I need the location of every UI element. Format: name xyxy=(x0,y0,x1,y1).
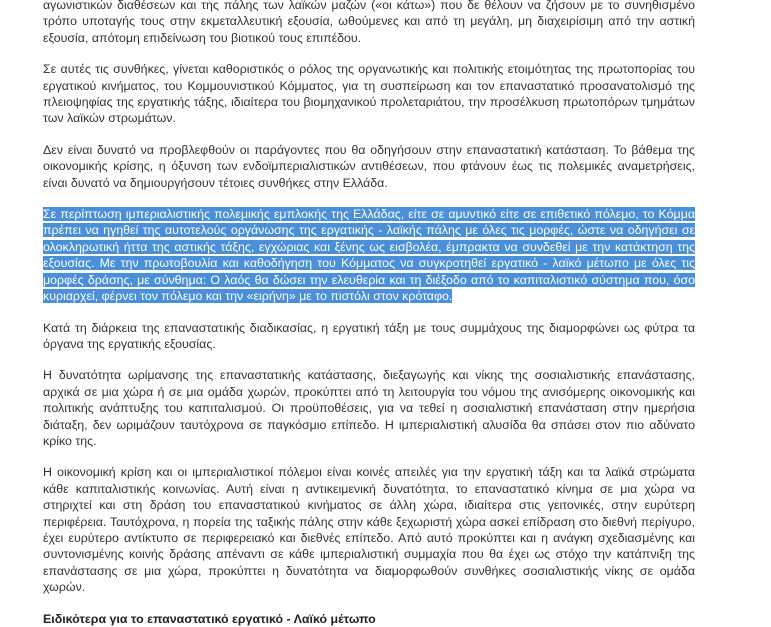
paragraph-5: Κατά τη διάρκεια της επαναστατικής διαδικασίας, η εργατική τάξη με τους συμμάχους της διαμορφώνει ως φύτρα τα όργανα της εργατικής εξουσίας. xyxy=(43,320,695,351)
selected-paragraph[interactable] xyxy=(43,206,695,304)
paragraph-6: Η δυνατότητα ωρίμανσης της επαναστατικής κατάστασης, διεξαγωγής και νίκης της σοσιαλιστικής επανάστασης, αρχικά σε μια χώρα ή σε μια ομάδα χωρών, προκύπτει από τη λειτουργία του νόμου της ανισόμερης οικονομικής και πολιτικής ανάπτυξης του καπιταλισμού. Οι προϋποθέσεις, για να τεθεί η σοσιαλιστική επανάσταση στην ημερήσια διάταξη, δεν ωριμάζουν ταυτόχρονα σε παγκόσμιο επίπεδο. Η ιμπεριαλιστική αλυσίδα θα σπάσει στον πιο αδύνατο κρίκο της. xyxy=(43,368,695,448)
section-heading: Ειδικότερα για το επαναστατικό εργατικό - Λαϊκό μέτωπο xyxy=(43,611,376,626)
paragraph-2: Σε αυτές τις συνθήκες, γίνεται καθοριστικός ο ρόλος της οργανωτικής και πολιτικής ετοιμότητας της πρωτοπορίας του εργατικού κινήματος, του Κομμουνιστικού Κόμματος, για τη συσπείρωση και τον επαναστατικό προσανατολισμό της πλειοψηφίας της εργατικής τάξης, ιδιαίτερα του βιομηχανικού προλεταριάτου, την προσέλκυση πρωτοπόρων τμημάτων των λαϊκών στρωμάτων. xyxy=(43,62,695,126)
article-body xyxy=(43,0,695,627)
paragraph-7: Η οικονομική κρίση και οι ιμπεριαλιστικοί πόλεμοι είναι κοινές απειλές για την εργατική τάξη και τα λαϊκά στρώματα κάθε καπιταλιστικής κοινωνίας. Αυτή είναι η αντικειμενική δυνατότητα, το επαναστατικό κίνημα σε μια χώρα να στηριχτεί και στη δράση του επαναστατικού κινήματος σε άλλη χώρα, ιδιαίτερα στις γειτονικές, στην ευρύτερη περιφέρεια. Ταυτόχρονα, η πορεία της ταξικής πάλης στην κάθε ξεχωριστή χώρα ασκεί επίδραση στο διεθνή περίγυρο, έχει ευρύτερο αντίκτυπο σε περιφερειακό και διεθνές επίπεδο. Από αυτό προκύπτει και η ανάγκη σχεδιασμένης και συντονισμένης κοινής δράσης απέναντι σε κάθε ιμπεριαλιστική συμμαχία που θα έχει ως στόχο την κατάπνιξη της επανάστασης σε μια χώρα, προκύπτει η δυνατότητα να διαμορφωθούν συνθήκες σοσιαλιστικής νίκης σε ομάδα χωρών. xyxy=(43,465,695,595)
paragraph-3: Δεν είναι δυνατό να προβλεφθούν οι παράγοντες που θα οδηγήσουν στην επαναστατική κατάσταση. Το βάθεμα της οικονομικής κρίσης, η όξυνση των ενδοϊμπεριαλιστικών αντιθέσεων, που φτάνουν έως τις πολεμικές αναμετρήσεις, είναι δυνατό να δημιουργήσουν τέτοιες συνθήκες στην Ελλάδα. xyxy=(43,142,695,190)
text-selection-highlight[interactable]: Σε περίπτωση ιμπεριαλιστικής πολεμικής εμπλοκής της Ελλάδας, είτε σε αμυντικό είτε σε επιθετικό πόλεμο, το Κόμμα πρέπει να ηγηθεί της αυτοτελούς οργάνωσης της εργατικής - λαϊκής πάλης με όλες τις μορφές, ώστε να οδηγήσει σε ολοκληρωτική ήττα της αστικής τάξης, εγχώριας και ξένης ως εισβολέα, έμπρακτα να συνδεθεί με την κατάκτηση της εξουσίας. Με την πρωτοβουλία και καθοδήγηση του Κόμματος να συγκροτηθεί εργατικό - λαϊκό μέτωπο με όλες τις μορφές δράσης, με σύνθημα: Ο λαός θα δώσει την ελευθερία και τη διέξοδο από το καπιταλιστικό σύστημα που, όσο κυριαρχεί, φέρνει τον πόλεμο και την «ειρήνη» με το πιστόλι στον κρόταφο. xyxy=(43,207,695,304)
paragraph-1: αγωνιστικών διαθέσεων και της πάλης των λαϊκών μαζών («οι κάτω») που δε θέλουν να ζήσουν με το συνηθισμένο τρόπο υποταγής τους στην εκμεταλλευτική εξουσία, ωθούμενες και από τη μεγάλη, μη διαχειρίσιμη από την αστική εξουσία, απότομη επιδείνωση του βιοτικού τους επιπέδου. xyxy=(43,0,695,45)
